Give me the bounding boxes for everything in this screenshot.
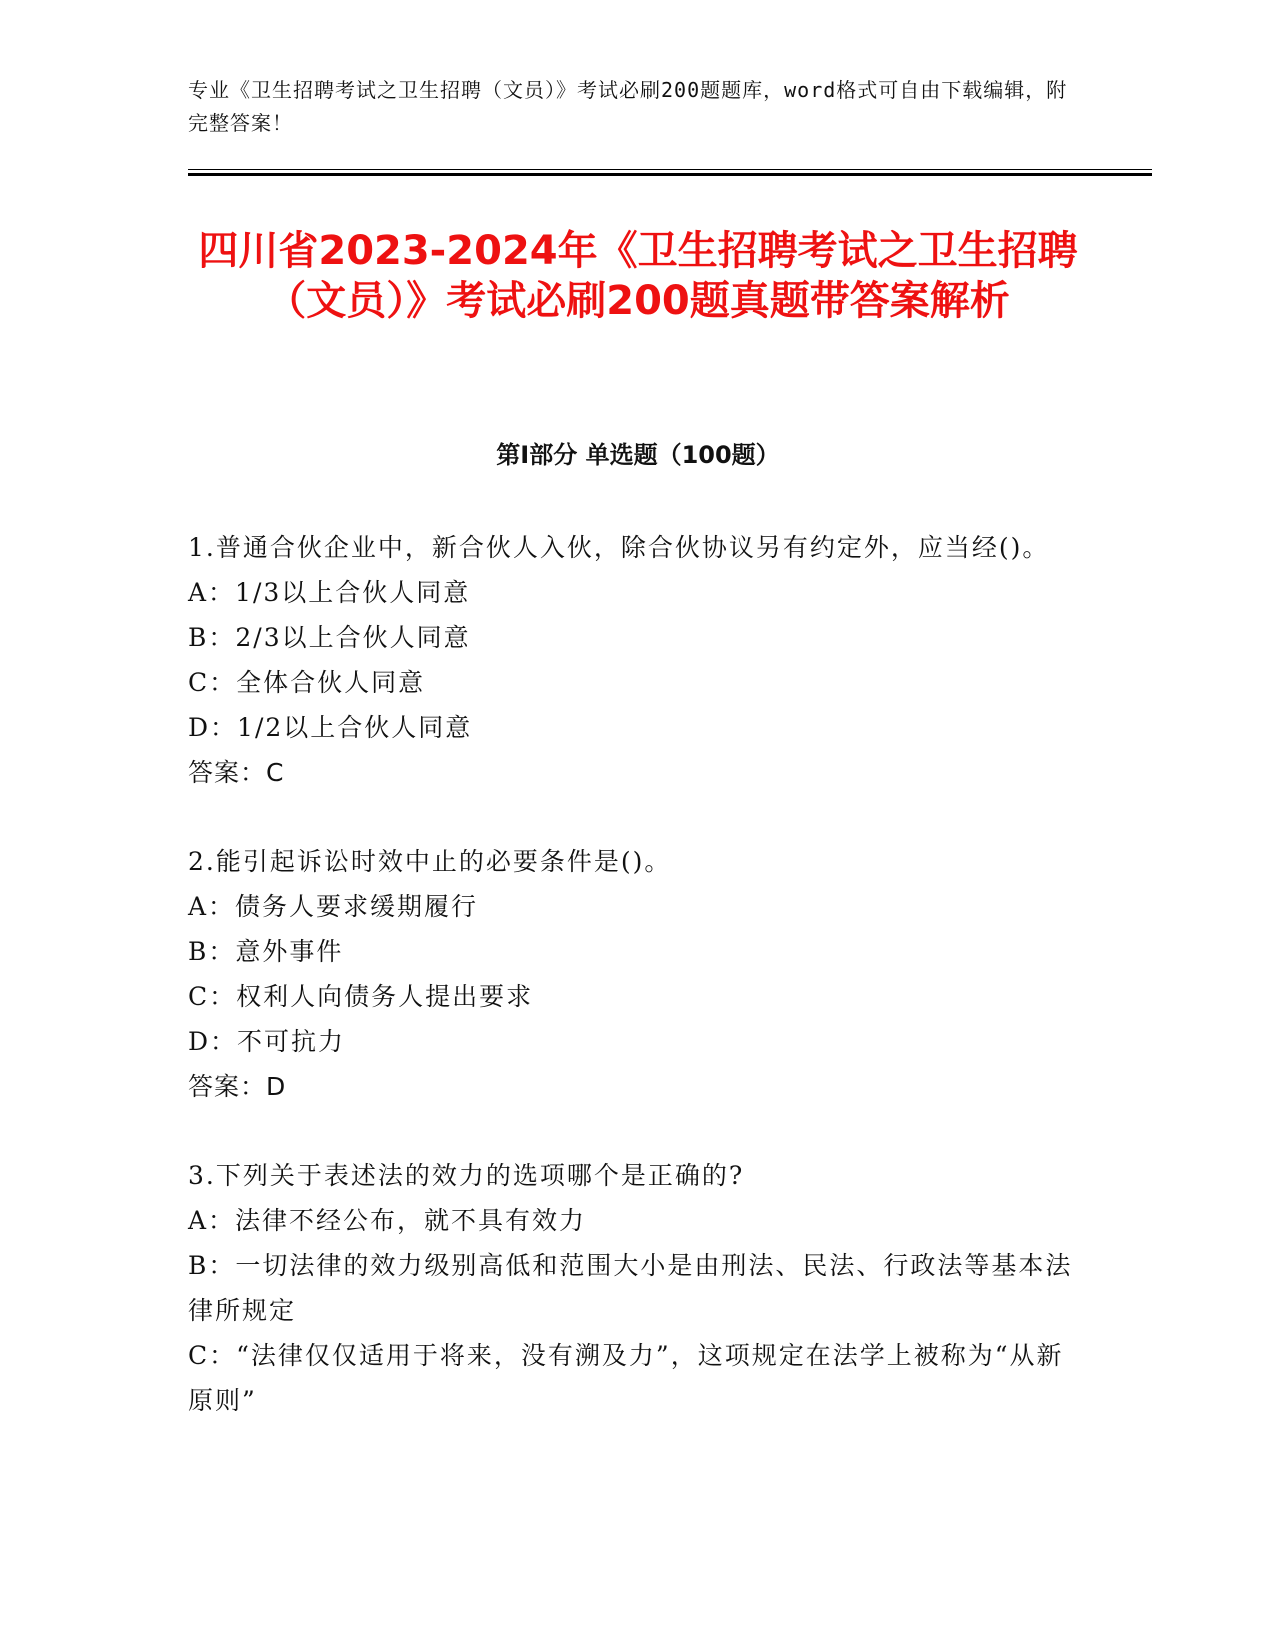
section-heading: 第I部分 单选题（100题）	[496, 441, 780, 469]
answer-line: 答案：C	[188, 758, 285, 787]
option-c: C：“法律仅仅适用于将来，没有溯及力”，这项规定在法学上被称为“从新原则”	[188, 1341, 1064, 1415]
option-c: C：全体合伙人同意	[188, 668, 426, 697]
header-divider-thick	[188, 173, 1152, 176]
option-a: A：债务人要求缓期履行	[188, 892, 479, 921]
option-a: A：法律不经公布，就不具有效力	[188, 1206, 587, 1235]
option-c: C：权利人向债务人提出要求	[188, 982, 534, 1011]
question-1	[188, 525, 1083, 795]
question-3	[188, 1153, 1083, 1423]
header-divider-thin	[188, 169, 1152, 170]
page-header-text: 专业《卫生招聘考试之卫生招聘（文员）》考试必刷200题题库，word格式可自由下载编辑，附完整答案！	[188, 78, 1068, 135]
option-b: B：2/3以上合伙人同意	[188, 623, 471, 652]
question-2	[188, 839, 1083, 1109]
question-stem: 2.能引起诉讼时效中止的必要条件是()。	[188, 847, 672, 876]
option-b: B：一切法律的效力级别高低和范围大小是由刑法、民法、行政法等基本法律所规定	[188, 1251, 1073, 1325]
option-d: D：1/2以上合伙人同意	[188, 713, 473, 742]
question-stem: 3.下列关于表述法的效力的选项哪个是正确的?	[188, 1161, 745, 1190]
question-stem: 1.普通合伙企业中，新合伙人入伙，除合伙协议另有约定外，应当经()。	[188, 533, 1050, 562]
question-list	[188, 525, 1083, 1467]
option-b: B：意外事件	[188, 937, 344, 966]
option-d: D：不可抗力	[188, 1027, 346, 1056]
answer-line: 答案：D	[188, 1072, 287, 1101]
document-title: 四川省2023-2024年《卫生招聘考试之卫生招聘（文员）》考试必刷200题真题带答案解析	[198, 228, 1078, 324]
option-a: A：1/3以上合伙人同意	[188, 578, 471, 607]
